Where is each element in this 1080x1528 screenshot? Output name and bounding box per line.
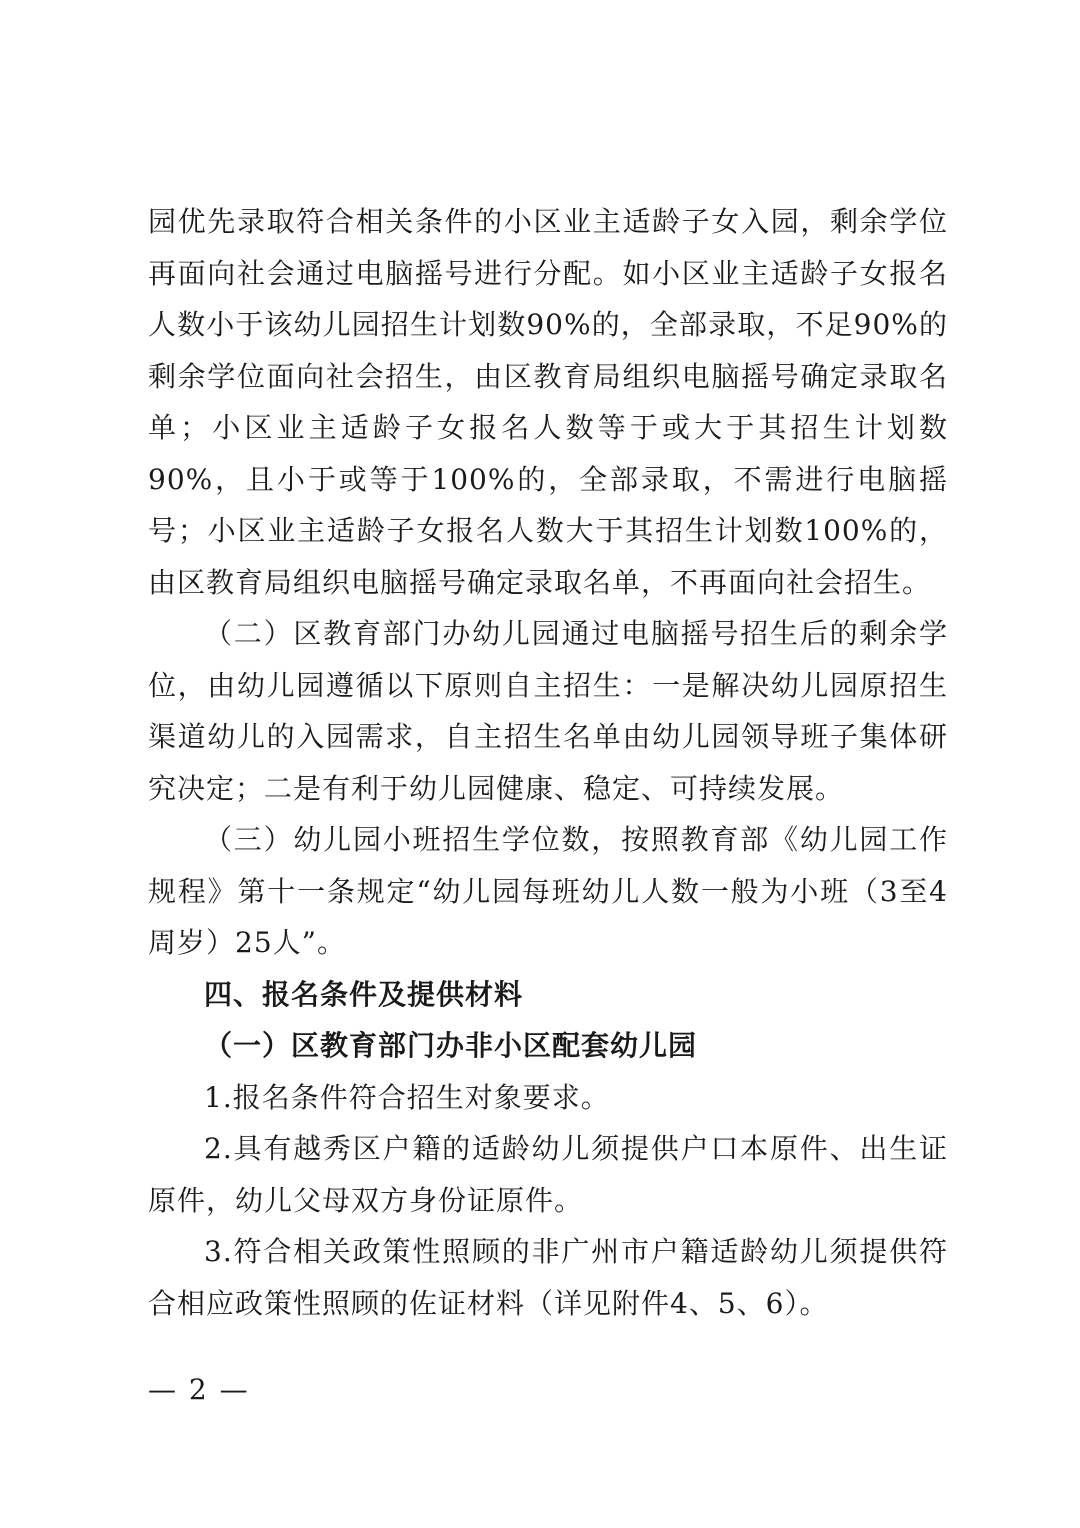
document-body <box>148 196 948 1329</box>
list-item: 3.符合相关政策性照顾的非广州市户籍适龄幼儿须提供符合相应政策性照顾的佐证材料（详见附件4、5、6）。 <box>148 1235 948 1320</box>
list-item: 2.具有越秀区户籍的适龄幼儿须提供户口本原件、出生证原件，幼儿父母双方身份证原件。 <box>148 1132 948 1217</box>
list-item: 1.报名条件符合招生对象要求。 <box>204 1080 610 1114</box>
paragraph-item-three: （三）幼儿园小班招生学位数，按照教育部《幼儿园工作规程》第十一条规定“幼儿园每班幼儿人数一般为小班（3至4周岁）25人”。 <box>148 823 948 959</box>
page-number: — 2 — <box>148 1373 250 1406</box>
subsection-heading: （一）区教育部门办非小区配套幼儿园 <box>204 1029 698 1062</box>
section-heading: 四、报名条件及提供材料 <box>204 977 524 1011</box>
paragraph-item-two: （二）区教育部门办幼儿园通过电脑摇号招生后的剩余学位，由幼儿园遵循以下原则自主招生：一是解决幼儿园原招生渠道幼儿的入园需求，自主招生名单由幼儿园领导班子集体研究决定；二是有利于幼儿园健康、稳定、可持续发展。 <box>148 617 948 805</box>
paragraph-continuation: 园优先录取符合相关条件的小区业主适龄子女入园，剩余学位再面向社会通过电脑摇号进行分配。如小区业主适龄子女报名人数小于该幼儿园招生计划数90%的，全部录取，不足90%的剩余学位面向社会招生，由区教育局组织电脑摇号确定录取名单；小区业主适龄子女报名人数等于或大于其招生计划数90%，且小于或等于100%的，全部录取，不需进行电脑摇号；小区业主适龄子女报名人数大于其招生计划数100%的，由区教育局组织电脑摇号确定录取名单，不再面向社会招生。 <box>148 205 948 599</box>
